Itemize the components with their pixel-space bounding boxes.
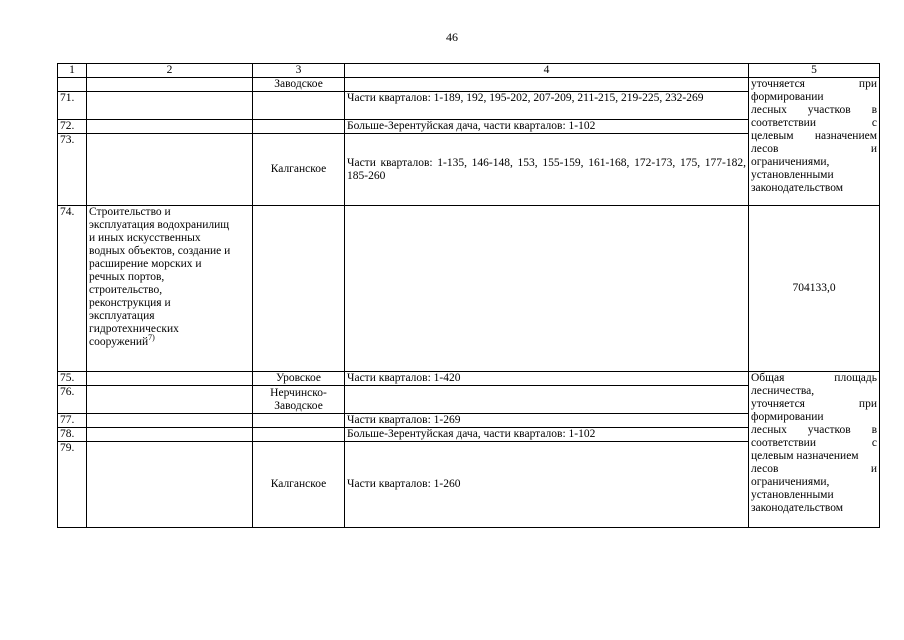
- quarters-cell: Части кварталов: 1-135, 146-148, 153, 155-159, 161-168, 172-173, 175, 177-182, 185-260: [345, 134, 749, 206]
- table-row: [58, 372, 880, 386]
- forestry-table: [57, 63, 880, 528]
- row-number: 74.: [58, 206, 87, 372]
- row-number: 75.: [58, 372, 87, 386]
- area-value: 704133,0: [749, 206, 880, 372]
- quarters-cell: Больше-Зерентуйская дача, части кварталов: 1-102: [345, 120, 749, 134]
- table-row: [58, 78, 880, 92]
- area-note-cell: Общая площадь лесничества, уточняется при формировании лесных участков в соответствии с целевым назначением лесов и ограничениями, установленными законодательством: [749, 372, 880, 528]
- row-number: 72.: [58, 120, 87, 134]
- area-note-cell: уточняется при формировании лесных участков в соответствии с целевым назначением лесов и ограничениями, установленными законодательством: [749, 78, 880, 206]
- quarters-cell: Больше-Зерентуйская дача, части кварталов: 1-102: [345, 428, 749, 442]
- header-cell: 4: [345, 64, 749, 78]
- district-cell: Заводское: [253, 78, 345, 92]
- district-cell: Уровское: [253, 372, 345, 386]
- header-cell: 3: [253, 64, 345, 78]
- row-number: 73.: [58, 134, 87, 206]
- header-cell: 2: [87, 64, 253, 78]
- row-number: 78.: [58, 428, 87, 442]
- row-number: 71.: [58, 92, 87, 120]
- table-header-row: [58, 64, 880, 78]
- header-cell: 1: [58, 64, 87, 78]
- district-cell: Калганское: [253, 442, 345, 528]
- quarters-cell: Части кварталов: 1-420: [345, 372, 749, 386]
- table-row: [58, 206, 880, 372]
- row-number: 76.: [58, 386, 87, 414]
- district-cell: Калганское: [253, 134, 345, 206]
- row-number: 77.: [58, 414, 87, 428]
- header-cell: 5: [749, 64, 880, 78]
- footnote-marker: 7): [148, 333, 155, 343]
- quarters-cell: Части кварталов: 1-260: [345, 442, 749, 528]
- quarters-cell: Части кварталов: 1-189, 192, 195-202, 207-209, 211-215, 219-225, 232-269: [345, 92, 749, 120]
- district-cell: Нерчинско- Заводское: [253, 386, 345, 414]
- page-number: 46: [446, 30, 458, 44]
- row-number: 79.: [58, 442, 87, 528]
- purpose-cell: Строительство и эксплуатация водохранилищ и иных искусственных водных объектов, создание и расширение морских и речных портов, строительство, реконструкция и эксплуатация гидротехнических сооружений$^{7)}$: [87, 206, 253, 372]
- quarters-cell: Части кварталов: 1-269: [345, 414, 749, 428]
